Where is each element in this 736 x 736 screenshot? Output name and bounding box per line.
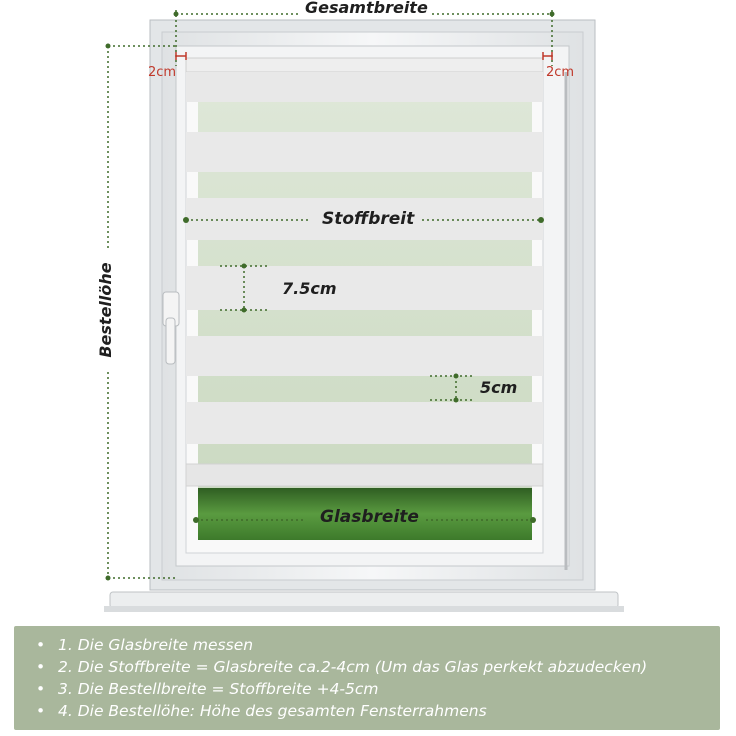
bestellhoehe-label: Bestellöhe [96, 262, 115, 358]
glasbreite-label: Glasbreite [320, 507, 419, 527]
instruction-text: 2. Die Stoffbreite = Glasbreite ca.2-4cm (Um das Glas perkekt abzudecken) [58, 658, 648, 676]
gesamtbreite-label: Gesamtbreite [305, 0, 428, 17]
instruction-text: 3. Die Bestellbreite = Stoffbreite +4-5cm [58, 680, 379, 698]
bullet-icon: • [36, 680, 46, 698]
instruction-text: 1. Die Glasbreite messen [58, 636, 254, 654]
instruction-item [36, 656, 720, 678]
stoffbreit-label: Stoffbreit [322, 209, 415, 229]
window-sill [104, 592, 624, 612]
blind-bottom-rail [186, 464, 543, 486]
instruction-text: 4. Die Bestellöhe: Höhe des gesamten Fensterrahmens [58, 702, 487, 720]
bullet-icon: • [36, 702, 46, 720]
bullet-icon: • [36, 658, 46, 676]
blind-stripe [186, 266, 543, 310]
blind-stripe [186, 132, 543, 172]
instruction-item [36, 678, 720, 700]
bullet-icon: • [36, 636, 46, 654]
blind-stripe [186, 72, 543, 102]
stripe-height-label: 7.5cm [282, 279, 337, 298]
blind-stripe [186, 402, 543, 444]
instructions-list [14, 626, 720, 722]
instruction-item [36, 700, 720, 722]
instruction-item [36, 634, 720, 656]
blind-stripe [186, 336, 543, 376]
overlap-label-left: 2cm [148, 65, 177, 80]
gap-height-label: 5cm [480, 378, 518, 397]
overlap-label-right: 2cm [546, 65, 575, 80]
instructions-panel [14, 626, 720, 730]
